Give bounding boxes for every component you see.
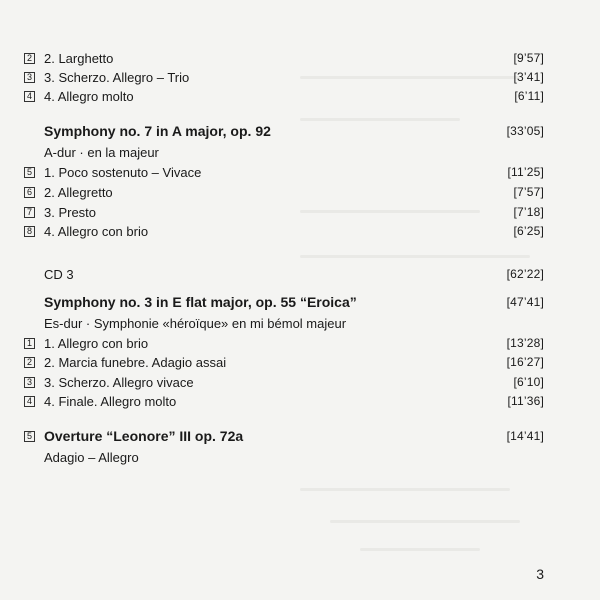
track-row [24, 352, 544, 372]
track-duration: [6’25] [513, 224, 544, 238]
work-subtitle: Es-dur · Symphonie «héroïque» en mi bémol majeur [44, 315, 347, 331]
track-number: 4 [24, 91, 35, 102]
track-row [24, 372, 544, 392]
disc-label: CD 3 [44, 266, 74, 282]
track-number: 3 [24, 72, 35, 83]
track-duration: [13’28] [506, 336, 544, 350]
track-row [24, 86, 544, 106]
track-duration: [11’25] [507, 165, 544, 179]
track-duration: [6’10] [513, 375, 544, 389]
track-title: 2. Larghetto [44, 50, 114, 66]
track-title: 3. Scherzo. Allegro vivace [44, 374, 194, 390]
bleed-through [300, 488, 510, 491]
track-title: 4. Finale. Allegro molto [44, 393, 177, 409]
work-duration: [14’41] [506, 429, 544, 443]
track-row [24, 221, 544, 241]
work-heading [24, 292, 544, 312]
track-title: 2. Marcia funebre. Adagio assai [44, 354, 227, 370]
track-row [24, 48, 544, 68]
work-duration: [33’05] [506, 124, 544, 138]
track-row [24, 67, 544, 87]
track-number: 8 [24, 226, 35, 237]
track-row [24, 162, 544, 182]
work-subtitle: Adagio – Allegro [44, 449, 139, 465]
track-duration: [7’57] [513, 185, 544, 199]
bleed-through [330, 520, 520, 523]
work-heading [24, 426, 544, 446]
track-title: 2. Allegretto [44, 184, 113, 200]
work-title: Symphony no. 7 in A major, op. 92 [44, 123, 271, 139]
work-subtitle: A-dur · en la majeur [44, 144, 159, 160]
track-number: 1 [24, 338, 35, 349]
work-title: Overture “Leonore” III op. 72a [44, 428, 244, 444]
track-row [24, 182, 544, 202]
track-number: 6 [24, 187, 35, 198]
track-duration: [9’57] [513, 51, 544, 65]
track-number: 5 [24, 431, 35, 442]
track-duration: [3’41] [513, 70, 544, 84]
bleed-through [300, 255, 530, 258]
track-title: 1. Allegro con brio [44, 335, 149, 351]
track-title: 3. Presto [44, 204, 97, 220]
track-title: 4. Allegro molto [44, 88, 134, 104]
track-number: 3 [24, 377, 35, 388]
track-title: 4. Allegro con brio [44, 223, 149, 239]
page-number: 3 [536, 566, 544, 582]
work-title: Symphony no. 3 in E flat major, op. 55 “Eroica” [44, 294, 357, 310]
track-number: 2 [24, 53, 35, 64]
track-number: 2 [24, 357, 35, 368]
disc-heading [24, 264, 544, 284]
bleed-through [360, 548, 480, 551]
track-duration: [7’18] [513, 205, 544, 219]
work-subtitle-row [24, 447, 544, 467]
work-subtitle-row [24, 142, 544, 162]
track-title: 3. Scherzo. Allegro – Trio [44, 69, 190, 85]
track-duration: [11’36] [507, 394, 544, 408]
track-number: 4 [24, 396, 35, 407]
track-number: 7 [24, 207, 35, 218]
work-subtitle-row [24, 313, 544, 333]
work-duration: [47’41] [506, 295, 544, 309]
track-duration: [16’27] [506, 355, 544, 369]
track-duration: [6’11] [514, 89, 544, 103]
track-row [24, 333, 544, 353]
track-row [24, 391, 544, 411]
track-title: 1. Poco sostenuto – Vivace [44, 164, 202, 180]
disc-duration: [62’22] [506, 267, 544, 281]
work-heading [24, 121, 544, 141]
track-row [24, 202, 544, 222]
track-number: 5 [24, 167, 35, 178]
